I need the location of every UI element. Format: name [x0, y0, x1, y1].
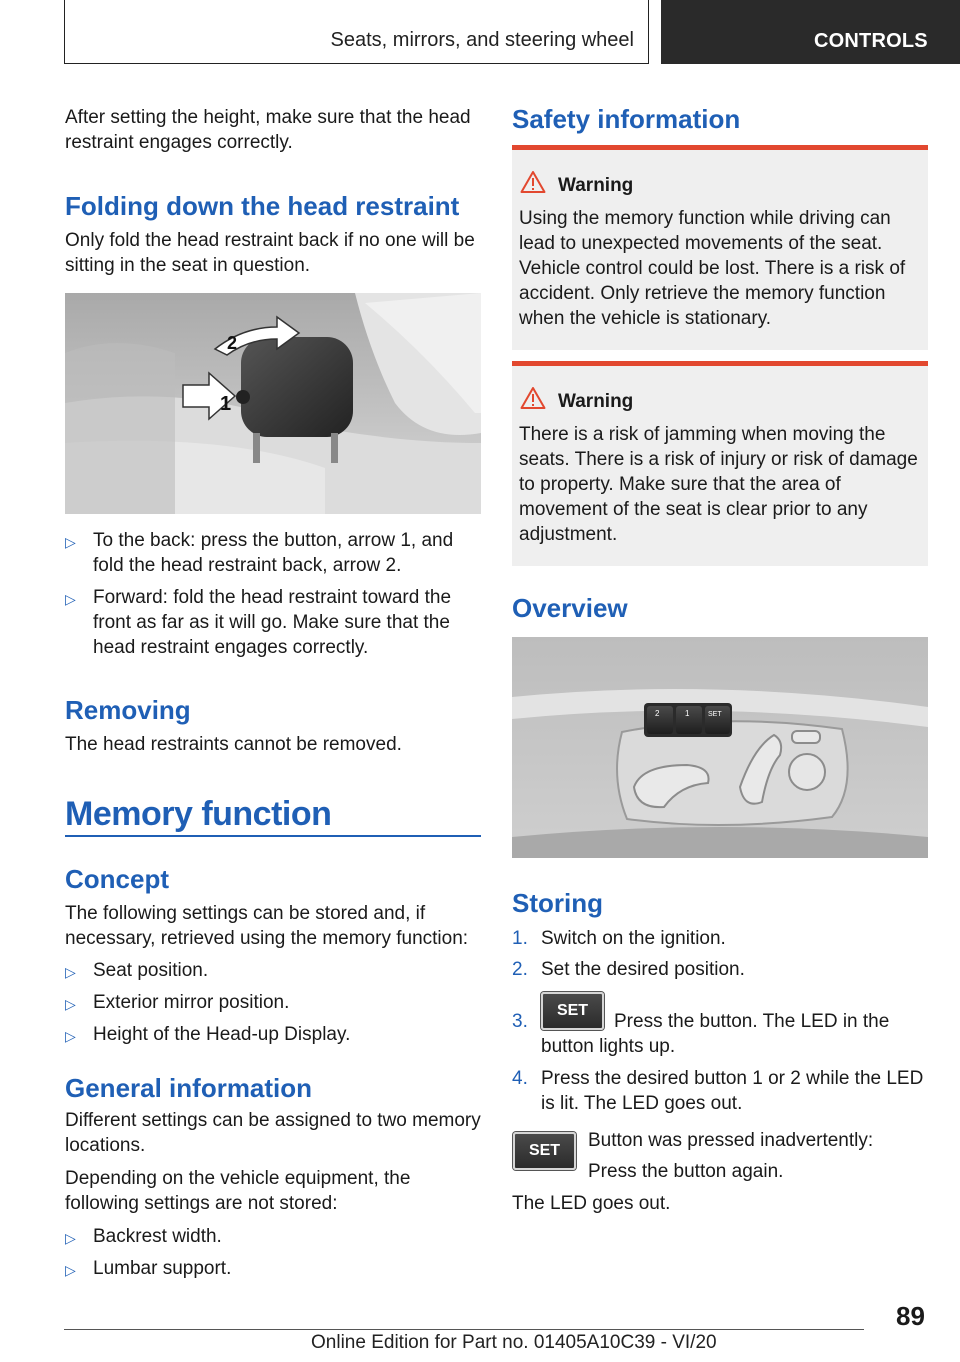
bullet-text: Forward: fold the head restraint toward the front as far as it will go. Make sure that the head restraint engages correctly. — [93, 587, 452, 658]
general-text-2: Depending on the vehicle equipment, the following settings are not stored: — [65, 1168, 411, 1214]
list-item — [65, 1224, 481, 1250]
figure-button-set-label: SET — [708, 711, 722, 718]
head-restraint-figure — [65, 293, 481, 514]
removing-text: The head restraints cannot be removed. — [65, 734, 402, 755]
warning-text: There is a risk of jamming when moving the seats. There is a risk of injury or risk of damage to property. Make sure that the area of movement of the seat is clear prior to any adjustment. — [519, 424, 918, 545]
footer-rule — [64, 1329, 864, 1330]
warning-text: Using the memory function while driving can lead to unexpected movements of the seat. Vehicle control could be lost. There is a risk of accident. Only retrieve the memory function when the vehicle is stationary. — [519, 208, 906, 329]
seat-controls-figure — [512, 637, 928, 858]
warning-triangle-icon — [520, 170, 546, 194]
header-chapter-tab[interactable] — [661, 0, 960, 64]
figure-label-arrow-2: 2 — [227, 333, 238, 353]
page-number: 89 — [896, 1301, 925, 1331]
step-number: 3. — [512, 1011, 528, 1032]
storing-heading: Storing — [512, 888, 603, 918]
triangle-bullet-icon: ▷ — [65, 964, 76, 980]
set-button-label: SET — [556, 1002, 589, 1019]
warning-title: Warning — [558, 391, 634, 412]
figure-button-1-label: 1 — [685, 709, 690, 718]
heading-rule — [65, 835, 481, 837]
overview-heading: Overview — [512, 593, 628, 623]
concept-text: The following settings can be stored and, if necessary, retrieved using the memory function: — [65, 903, 469, 949]
header-section-title: Seats, mirrors, and steering wheel — [330, 29, 634, 51]
list-item — [65, 990, 481, 1016]
step-number: 1. — [512, 928, 528, 949]
general-information-heading: General information — [65, 1073, 313, 1103]
seat-controls-illustration — [512, 637, 928, 858]
step-text: Press the desired button 1 or 2 while the LED is lit. The LED goes out. — [541, 1068, 924, 1114]
safety-information-heading: Safety information — [512, 104, 741, 134]
triangle-bullet-icon: ▷ — [65, 591, 76, 607]
list-item — [65, 1256, 481, 1282]
list-item — [65, 1022, 481, 1048]
set-button-image-2 — [513, 1132, 576, 1170]
figure-label-arrow-1: 1 — [220, 393, 232, 415]
bullet-text: Backrest width. — [93, 1226, 222, 1247]
list-item — [65, 958, 481, 984]
removing-heading: Removing — [65, 695, 191, 725]
set-button-label: SET — [528, 1142, 561, 1159]
step-text: Switch on the ignition. — [541, 928, 726, 949]
intro-text: After setting the height, make sure that the head restraint engages correctly. — [65, 107, 471, 153]
triangle-bullet-icon: ▷ — [65, 996, 76, 1012]
triangle-bullet-icon: ▷ — [65, 1028, 76, 1044]
concept-heading: Concept — [65, 864, 169, 894]
list-item — [65, 528, 481, 580]
bullet-text: Height of the Head-up Display. — [93, 1024, 351, 1045]
list-item — [512, 957, 928, 983]
warning-box-2 — [512, 361, 928, 566]
warning-triangle-icon — [520, 386, 546, 410]
list-item — [65, 585, 481, 661]
header-section-box — [64, 0, 649, 64]
triangle-bullet-icon: ▷ — [65, 534, 76, 550]
figure-button-2-label: 2 — [655, 709, 660, 718]
warning-box-1 — [512, 145, 928, 350]
footer-edition: Online Edition for Part no. 01405A10C39 - VI/20 — [311, 1332, 717, 1353]
step-number: 4. — [512, 1068, 528, 1089]
inadvertent-text: Button was pressed inadvertently: — [588, 1130, 874, 1151]
led-out-text: The LED goes out. — [512, 1193, 671, 1214]
bullet-text: Exterior mirror position. — [93, 992, 290, 1013]
bullet-text: Seat position. — [93, 960, 209, 981]
triangle-bullet-icon: ▷ — [65, 1230, 76, 1246]
bullet-text: Lumbar support. — [93, 1258, 232, 1279]
list-item — [512, 1066, 928, 1118]
triangle-bullet-icon: ▷ — [65, 1262, 76, 1278]
folding-text: Only fold the head restraint back if no one will be sitting in the seat in question. — [65, 230, 475, 276]
warning-title: Warning — [558, 175, 634, 196]
header-chapter-title: CONTROLS — [814, 30, 928, 52]
step-text: Set the desired position. — [541, 959, 745, 980]
head-restraint-illustration — [65, 293, 481, 514]
step-text: Press the button. The LED in the button lights up. — [541, 1011, 890, 1057]
step-number: 2. — [512, 959, 528, 980]
memory-function-heading: Memory function — [65, 795, 332, 833]
folding-heading: Folding down the head restraint — [65, 191, 460, 221]
bullet-text: To the back: press the button, arrow 1, and fold the head restraint back, arrow 2. — [93, 530, 454, 576]
list-item — [512, 926, 928, 952]
general-text-1: Different settings can be assigned to two memory locations. — [65, 1110, 481, 1156]
press-again-text: Press the button again. — [588, 1161, 784, 1182]
